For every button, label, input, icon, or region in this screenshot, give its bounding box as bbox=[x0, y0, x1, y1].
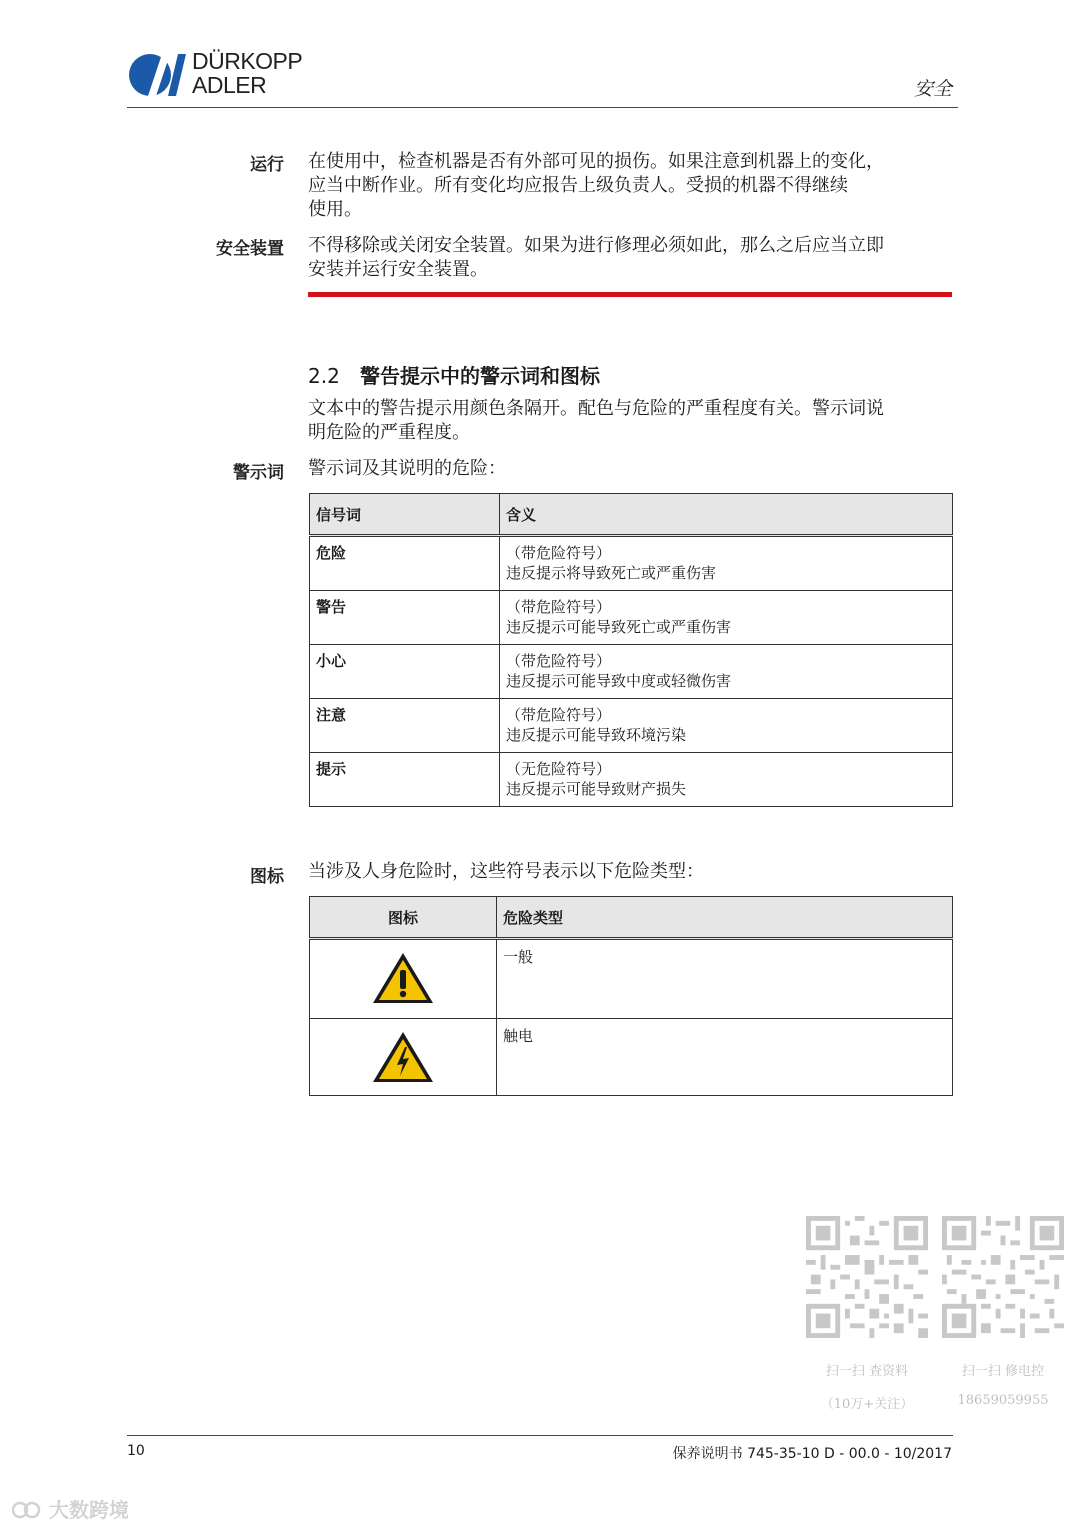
header-divider bbox=[127, 107, 958, 108]
header-section-label: 安全 bbox=[913, 78, 952, 100]
hazard-symbols-table bbox=[309, 896, 953, 1096]
qr-caption-line: 扫一扫 修电控 bbox=[961, 1364, 1045, 1379]
section-number: 2.2 bbox=[308, 364, 340, 388]
table-row bbox=[310, 591, 953, 645]
table-row bbox=[310, 645, 953, 699]
general-warning-icon bbox=[371, 950, 435, 1006]
table-row bbox=[310, 939, 953, 1019]
operation-line: 使用。 bbox=[308, 199, 362, 220]
qr-caption-line: 扫一扫 查资料 bbox=[825, 1364, 909, 1379]
qr-caption-1 bbox=[796, 1360, 938, 1412]
meaning-cell bbox=[500, 645, 953, 699]
signal-word-cell: 警告 bbox=[310, 591, 500, 645]
operation-line: 应当中断作业。所有变化均应报告上级负责人。受损的机器不得继续 bbox=[308, 175, 848, 196]
table-row bbox=[310, 536, 953, 591]
page-number: 10 bbox=[127, 1443, 145, 1459]
table-row bbox=[310, 753, 953, 807]
section-intro-line: 明危险的严重程度。 bbox=[308, 422, 470, 443]
signal-word-cell: 危险 bbox=[310, 536, 500, 591]
hazard-type-cell: 触电 bbox=[497, 1019, 953, 1096]
watermark-logo-icon bbox=[12, 1500, 42, 1520]
qr-code-icon bbox=[942, 1216, 1064, 1338]
watermark-text: 大数跨境 bbox=[48, 1498, 129, 1522]
qr-caption-2 bbox=[932, 1360, 1074, 1408]
durkopp-adler-logo-icon bbox=[128, 52, 188, 98]
safety-devices-text bbox=[308, 234, 953, 282]
symbols-intro: 当涉及人身危险时，这些符号表示以下危险类型： bbox=[308, 861, 704, 882]
operation-text bbox=[308, 150, 953, 222]
brand-line2: ADLER bbox=[192, 72, 267, 98]
electric-shock-warning-icon bbox=[371, 1029, 435, 1085]
table-row bbox=[310, 699, 953, 753]
meaning-cell bbox=[500, 536, 953, 591]
meaning-cell bbox=[500, 591, 953, 645]
meaning-cell bbox=[500, 699, 953, 753]
meaning-description: 违反提示可能导致环境污染 bbox=[506, 726, 687, 744]
brand-line1: DÜRKOPP bbox=[192, 48, 303, 74]
signal-word-cell: 注意 bbox=[310, 699, 500, 753]
operation-line: 在使用中，检查机器是否有外部可见的损伤。如果注意到机器上的变化， bbox=[308, 151, 884, 172]
signal-word-cell: 小心 bbox=[310, 645, 500, 699]
table-header-row bbox=[310, 897, 953, 939]
meaning-description: 违反提示可能导致财产损失 bbox=[506, 780, 687, 798]
safety-devices-label: 安全装置 bbox=[216, 239, 284, 259]
watermark bbox=[12, 1494, 129, 1523]
section-title: 警告提示中的警示词和图标 bbox=[360, 364, 600, 388]
meaning-cell bbox=[500, 753, 953, 807]
meaning-description: 违反提示将导致死亡或严重伤害 bbox=[506, 564, 717, 582]
footer-divider bbox=[127, 1435, 953, 1436]
qr-code-icon bbox=[806, 1216, 928, 1338]
meaning-symbol-note: （带危险符号） bbox=[506, 544, 612, 562]
qr-caption-line: （10万+关注） bbox=[820, 1397, 914, 1412]
column-header-hazard-type: 危险类型 bbox=[497, 897, 953, 939]
column-header-symbol: 图标 bbox=[310, 897, 497, 939]
table-header-row bbox=[310, 494, 953, 536]
warning-color-bar bbox=[308, 292, 952, 297]
signal-words-table bbox=[309, 493, 953, 807]
signal-words-label: 警示词 bbox=[233, 463, 284, 483]
section-intro bbox=[308, 397, 953, 445]
symbols-label: 图标 bbox=[250, 867, 284, 887]
brand-name bbox=[192, 50, 302, 98]
safety-devices-line: 安装并运行安全装置。 bbox=[308, 259, 488, 280]
safety-devices-line: 不得移除或关闭安全装置。如果为进行修理必须如此，那么之后应当立即 bbox=[308, 235, 884, 256]
symbol-cell bbox=[310, 939, 497, 1019]
column-header-signal-word: 信号词 bbox=[310, 494, 500, 536]
symbol-cell bbox=[310, 1019, 497, 1096]
column-header-meaning: 含义 bbox=[500, 494, 953, 536]
signal-word-cell: 提示 bbox=[310, 753, 500, 807]
meaning-symbol-note: （带危险符号） bbox=[506, 706, 612, 724]
meaning-symbol-note: （无危险符号） bbox=[506, 760, 612, 778]
operation-label: 运行 bbox=[250, 155, 284, 175]
qr-caption-line: 18659059955 bbox=[957, 1393, 1049, 1408]
document-id: 保养说明书 745-35-10 D - 00.0 - 10/2017 bbox=[672, 1446, 952, 1462]
section-heading bbox=[308, 360, 600, 389]
meaning-description: 违反提示可能导致死亡或严重伤害 bbox=[506, 618, 732, 636]
meaning-symbol-note: （带危险符号） bbox=[506, 598, 612, 616]
signal-words-intro: 警示词及其说明的危险： bbox=[308, 458, 506, 479]
table-row bbox=[310, 1019, 953, 1096]
meaning-symbol-note: （带危险符号） bbox=[506, 652, 612, 670]
section-intro-line: 文本中的警告提示用颜色条隔开。配色与危险的严重程度有关。警示词说 bbox=[308, 398, 884, 419]
meaning-description: 违反提示可能导致中度或轻微伤害 bbox=[506, 672, 732, 690]
hazard-type-cell: 一般 bbox=[497, 939, 953, 1019]
